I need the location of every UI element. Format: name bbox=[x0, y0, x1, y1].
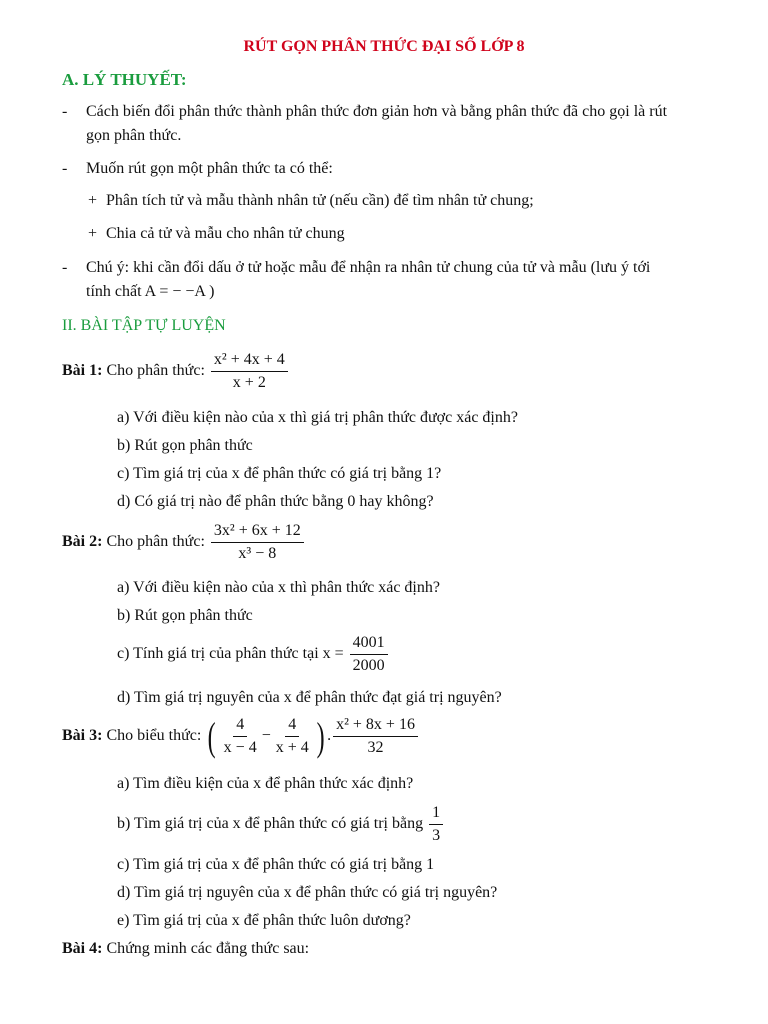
theory-p1-line1: Cách biến đổi phân thức thành phân thức đơn giản hơn và bằng phân thức đã cho gọi là rút bbox=[86, 103, 668, 120]
bai1-denominator: x + 2 bbox=[232, 374, 266, 391]
dash-bullet: - bbox=[62, 103, 68, 120]
bai3-label: Bài 3: bbox=[62, 727, 103, 745]
bai3-question-b-text: b) Tìm giá trị của x để phân thức có giá trị bằng bbox=[117, 815, 424, 833]
bai4-intro: Chứng minh các đẳng thức sau: bbox=[106, 940, 310, 957]
bai2-var: x = bbox=[322, 645, 344, 663]
dash-bullet: - bbox=[62, 160, 68, 177]
bai3-f2-numerator: 4 bbox=[285, 716, 299, 737]
bai3-f3-denominator: 32 bbox=[367, 739, 384, 756]
bai3-question-d: d) Tìm giá trị nguyên của x để phân thức có giá trị nguyên? bbox=[117, 884, 498, 901]
bai1-question-b: b) Rút gọn phân thức bbox=[117, 437, 253, 454]
theory-paragraph-3 bbox=[62, 259, 650, 277]
bai1-question-d: d) Có giá trị nào để phân thức bằng 0 hay không? bbox=[117, 493, 434, 510]
bai3-one-third bbox=[429, 804, 443, 845]
bai1-fraction bbox=[211, 351, 288, 392]
bai3-fraction-2 bbox=[273, 716, 312, 757]
theory-p2-a: Phân tích tử và mẫu thành nhân tử (nếu cần) để tìm nhân tử chung; bbox=[106, 192, 534, 209]
bai2-value-denominator: 2000 bbox=[352, 657, 385, 674]
bai3-fraction-3 bbox=[333, 716, 418, 757]
page-title: RÚT GỌN PHÂN THỨC ĐẠI SỐ LỚP 8 bbox=[243, 38, 525, 55]
theory-p2-item-a bbox=[88, 192, 534, 210]
bai1-intro: Cho phân thức: bbox=[106, 362, 205, 380]
bai3-fraction-1 bbox=[221, 716, 260, 757]
bai2-intro: Cho phân thức: bbox=[106, 533, 205, 551]
bai3-question-c: c) Tìm giá trị của x để phân thức có giá trị bằng 1 bbox=[117, 856, 435, 873]
theory-p2-b: Chia cả tử và mẫu cho nhân tử chung bbox=[106, 225, 345, 242]
theory-p2: Muốn rút gọn một phân thức ta có thể: bbox=[86, 160, 333, 177]
bai2-question-d: d) Tìm giá trị nguyên của x để phân thức đạt giá trị nguyên? bbox=[117, 689, 502, 706]
theory-p1-line2: gọn phân thức. bbox=[86, 127, 182, 144]
bai3-intro: Cho biểu thức: bbox=[106, 727, 202, 745]
bai1-question-c: c) Tìm giá trị của x để phân thức có giá trị bằng 1? bbox=[117, 465, 442, 482]
bai3-f2-denominator: x + 4 bbox=[275, 739, 309, 756]
bai2-label: Bài 2: bbox=[62, 533, 103, 551]
bai2-value-fraction bbox=[350, 634, 388, 675]
theory-p2-item-b bbox=[88, 225, 345, 243]
theory-paragraph-1 bbox=[62, 103, 667, 121]
bai2-fraction bbox=[211, 522, 304, 563]
bai2-question-b: b) Rút gọn phân thức bbox=[117, 607, 253, 624]
bai1-statement bbox=[62, 351, 290, 392]
bai2-question-a: a) Với điều kiện nào của x thì phân thức xác định? bbox=[117, 579, 440, 596]
right-paren: ) bbox=[316, 713, 325, 759]
bai2-question-c-text: c) Tính giá trị của phân thức tại bbox=[117, 645, 319, 663]
bai3-question-e: e) Tìm giá trị của x để phân thức luôn dương? bbox=[117, 912, 411, 929]
dash-bullet: - bbox=[62, 259, 68, 276]
bai3-f1-denominator: x − 4 bbox=[223, 739, 257, 756]
left-paren: ( bbox=[208, 713, 217, 759]
bai2-question-c bbox=[117, 634, 390, 675]
bai2-numerator: 3x² + 6x + 12 bbox=[211, 522, 304, 543]
bai3-statement bbox=[62, 713, 420, 759]
bai3-dot: . bbox=[327, 727, 332, 745]
bai3-question-b bbox=[117, 804, 445, 845]
theory-p3-line2: tính chất A = − −A ) bbox=[86, 283, 215, 300]
bai3-f1-numerator: 4 bbox=[233, 716, 247, 737]
plus-bullet: + bbox=[88, 225, 98, 242]
bai2-denominator: x³ − 8 bbox=[238, 545, 277, 562]
bai4-statement bbox=[62, 940, 309, 958]
section-exercises-heading: II. BÀI TẬP TỰ LUYỆN bbox=[62, 317, 226, 334]
theory-paragraph-2 bbox=[62, 160, 333, 178]
bai3-f3-numerator: x² + 8x + 16 bbox=[333, 716, 418, 737]
bai3-b-numerator: 1 bbox=[429, 804, 443, 825]
bai1-label: Bài 1: bbox=[62, 362, 103, 380]
bai2-statement bbox=[62, 522, 306, 563]
section-theory-heading: A. LÝ THUYẾT: bbox=[62, 70, 187, 89]
bai3-b-denominator: 3 bbox=[432, 827, 441, 844]
plus-bullet: + bbox=[88, 192, 98, 209]
bai4-label: Bài 4: bbox=[62, 940, 103, 957]
bai2-value-numerator: 4001 bbox=[350, 634, 388, 655]
bai1-question-a: a) Với điều kiện nào của x thì giá trị phân thức được xác định? bbox=[117, 409, 518, 426]
bai3-question-a: a) Tìm điều kiện của x để phân thức xác định? bbox=[117, 775, 414, 792]
bai1-numerator: x² + 4x + 4 bbox=[211, 351, 288, 372]
bai3-minus: − bbox=[261, 727, 271, 745]
theory-p3-line1: Chú ý: khi cần đổi dấu ở tử hoặc mẫu để nhận ra nhân tử chung của tử và mẫu (lưu ý tới bbox=[86, 259, 651, 276]
